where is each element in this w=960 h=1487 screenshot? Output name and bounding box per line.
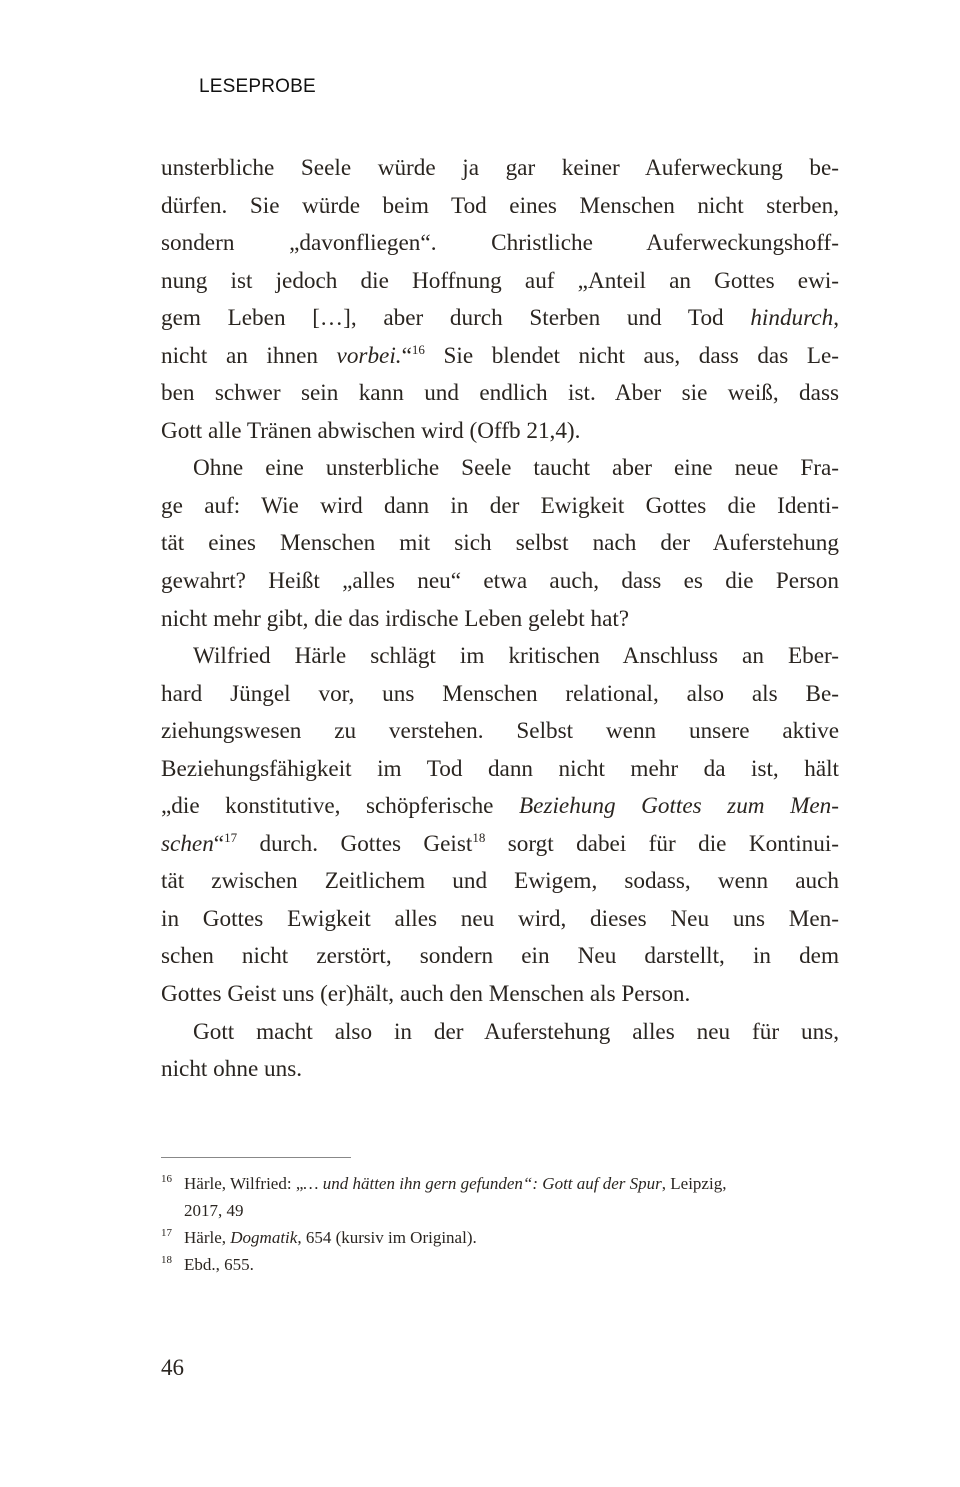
paragraph [161, 638, 839, 1013]
text-run: sorgt dabei für die Kontinui- [485, 830, 839, 857]
text-run: nicht an ihnen [161, 342, 337, 369]
footnote-ref[interactable]: 18 [472, 829, 486, 845]
text-run: Härle, Wilfried: „ [184, 1174, 304, 1193]
text-run: Härle, [184, 1228, 231, 1247]
text-line: Gott macht also in der Auferstehung alles neu für uns, [193, 1018, 839, 1045]
text-line: Gott alle Tränen abwischen wird (Offb 21,4). [161, 417, 581, 444]
italic-text: hindurch [750, 305, 834, 332]
italic-text: schen [161, 830, 214, 857]
text-line: gewahrt? Heißt „alles neu“ etwa auch, dass es die Person [161, 568, 839, 595]
running-header: LESEPROBE [199, 76, 316, 97]
text-line: Ohne eine unsterbliche Seele taucht aber eine neue Fra- [193, 455, 839, 482]
text-run: „die konstitutive, schöpferische [161, 793, 519, 820]
footnote-divider [161, 1157, 351, 1158]
text-line: tät eines Menschen mit sich selbst nach der Auferstehung [161, 530, 839, 557]
footnotes [161, 1170, 841, 1278]
body-text [161, 150, 839, 1089]
text-run: , 654 (kursiv im Original). [297, 1228, 477, 1247]
text-run: , Leipzig, [661, 1174, 727, 1193]
text-line: hard Jüngel vor, uns Menschen relational, also als Be- [161, 680, 839, 707]
text-line [161, 788, 839, 826]
text-run: 2017, 49 [184, 1201, 244, 1220]
footnote-ref[interactable]: 17 [224, 829, 238, 845]
italic-text: Dogmatik [230, 1228, 298, 1247]
text-line: Beziehungsfähigkeit im Tod dann nicht mehr da ist, hält [161, 755, 839, 782]
text-line: ben schwer sein kann und endlich ist. Aber sie weiß, dass [161, 380, 839, 407]
text-line: dürfen. Sie würde beim Tod eines Menschen nicht sterben, [161, 192, 839, 219]
text-run: durch. Gottes Geist [237, 830, 473, 857]
paragraph [161, 150, 839, 450]
footnote-16 [161, 1170, 841, 1224]
text-line: ge auf: Wie wird dann in der Ewigkeit Gottes die Identi- [161, 492, 839, 519]
text-run: “ [401, 342, 412, 369]
italic-text: Beziehung Gottes zum Men- [518, 793, 839, 820]
text-line: in Gottes Ewigkeit alles neu wird, dieses Neu uns Men- [161, 905, 839, 932]
text-run: Ebd., 655. [184, 1255, 254, 1274]
footnote-number: 18 [161, 1254, 172, 1266]
text-run: “ [213, 830, 225, 857]
page-number: 46 [161, 1355, 184, 1380]
text-line: schen nicht zerstört, sondern ein Neu darstellt, in dem [161, 943, 839, 970]
italic-text: … und hätten ihn gern gefunden“: Gott auf der Spur [303, 1174, 662, 1193]
text-line [161, 826, 839, 864]
footnote-number: 16 [161, 1173, 172, 1185]
text-line: sondern „davonfliegen“. Christliche Auferweckungshoff- [161, 230, 839, 257]
text-run: gem Leben […], aber durch Sterben und Tod [161, 305, 751, 332]
text-line: nicht ohne uns. [161, 1056, 303, 1083]
text-line: unsterbliche Seele würde ja gar keiner Auferweckung be- [161, 155, 839, 181]
text-run: , [833, 305, 839, 332]
paragraph [161, 450, 839, 638]
footnote-number: 17 [161, 1227, 172, 1239]
text-line [161, 300, 839, 338]
text-line: Wilfried Härle schlägt im kritischen Anschluss an Eber- [193, 643, 839, 670]
text-line [161, 338, 839, 376]
italic-text: vorbei. [336, 342, 402, 369]
paragraph [161, 1014, 839, 1089]
text-line: ziehungswesen zu verstehen. Selbst wenn unsere aktive [161, 718, 839, 745]
text-line: tät zwischen Zeitlichem und Ewigem, sodass, wenn auch [161, 868, 839, 895]
text-run: Sie blendet nicht aus, dass das Le- [424, 342, 840, 369]
footnote-ref[interactable]: 16 [411, 341, 425, 357]
text-line: Gottes Geist uns (er)hält, auch den Menschen als Person. [161, 981, 691, 1008]
text-line: nicht mehr gibt, die das irdische Leben gelebt hat? [161, 605, 630, 632]
text-line: nung ist jedoch die Hoffnung auf „Anteil an Gottes ewi- [161, 267, 839, 294]
footnote-18 [161, 1251, 841, 1278]
footnote-17 [161, 1224, 841, 1251]
